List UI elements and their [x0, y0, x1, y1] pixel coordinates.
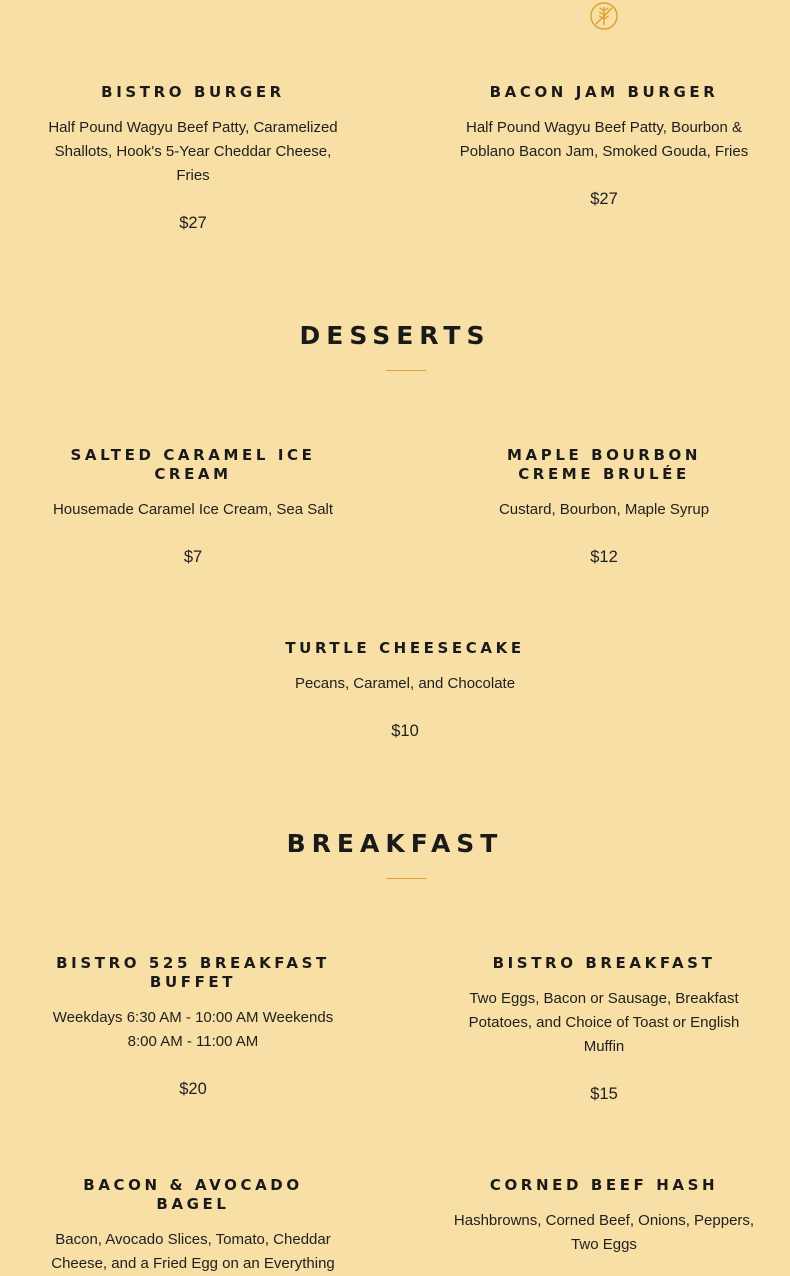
menu-item-bacon-avocado-bagel [45, 1176, 341, 1276]
item-description: Half Pound Wagyu Beef Patty, Bourbon & Poblano Bacon Jam, Smoked Gouda, Fries [459, 119, 749, 160]
section-title-desserts: DESSERTS [299, 321, 491, 350]
item-price: $20 [179, 1080, 207, 1098]
item-description: Pecans, Caramel, and Chocolate [294, 675, 516, 692]
item-name: BISTRO BURGER [101, 83, 285, 101]
item-description: Hashbrowns, Corned Beef, Onions, Peppers, Two Eggs [453, 1212, 755, 1253]
item-name: BISTRO 525 BREAKFAST BUFFET [56, 954, 330, 991]
item-price: $15 [590, 1085, 618, 1103]
item-description: Two Eggs, Bacon or Sausage, Breakfast Potatoes, and Choice of Toast or English Muffin [468, 990, 740, 1055]
menu-item-bistro-525-breakfast-buffet [45, 954, 341, 1099]
item-price: $27 [590, 190, 618, 208]
item-description: Custard, Bourbon, Maple Syrup [498, 501, 710, 518]
item-description: Weekdays 6:30 AM - 10:00 AM Weekends 8:00 AM - 11:00 AM [52, 1009, 334, 1050]
item-price: $10 [391, 722, 419, 740]
menu-item-salted-caramel-ice-cream [45, 446, 341, 567]
item-description: Housemade Caramel Ice Cream, Sea Salt [52, 501, 334, 518]
item-description: Bacon, Avocado Slices, Tomato, Cheddar Cheese, and a Fried Egg on an Everything [51, 1231, 335, 1272]
gluten-free-icon [589, 1, 619, 31]
item-name: BACON JAM BURGER [489, 83, 719, 101]
menu-item-turtle-cheesecake [257, 639, 553, 741]
menu-item-bistro-burger [45, 83, 341, 233]
item-name: BISTRO BREAKFAST [492, 954, 716, 972]
item-name: TURTLE CHEESECAKE [285, 639, 525, 657]
item-price: $27 [179, 214, 207, 232]
section-divider [386, 878, 426, 879]
item-description: Half Pound Wagyu Beef Patty, Caramelized Shallots, Hook's 5-Year Cheddar Cheese, Fries [48, 119, 338, 184]
menu-item-maple-bourbon-creme-brulee [466, 446, 742, 567]
item-name: CORNED BEEF HASH [489, 1176, 719, 1194]
item-price: $7 [183, 548, 203, 566]
section-title-breakfast: BREAKFAST [286, 829, 504, 858]
menu-item-bistro-breakfast [456, 954, 752, 1104]
item-name: MAPLE BOURBON CREME BRULÉE [506, 446, 701, 483]
menu-item-bacon-jam-burger [456, 83, 752, 209]
item-price: $12 [590, 548, 618, 566]
item-name: SALTED CARAMEL ICE CREAM [70, 446, 316, 483]
menu-item-corned-beef-hash [451, 1176, 757, 1257]
section-divider [386, 370, 426, 371]
item-name: BACON & AVOCADO BAGEL [83, 1176, 303, 1213]
